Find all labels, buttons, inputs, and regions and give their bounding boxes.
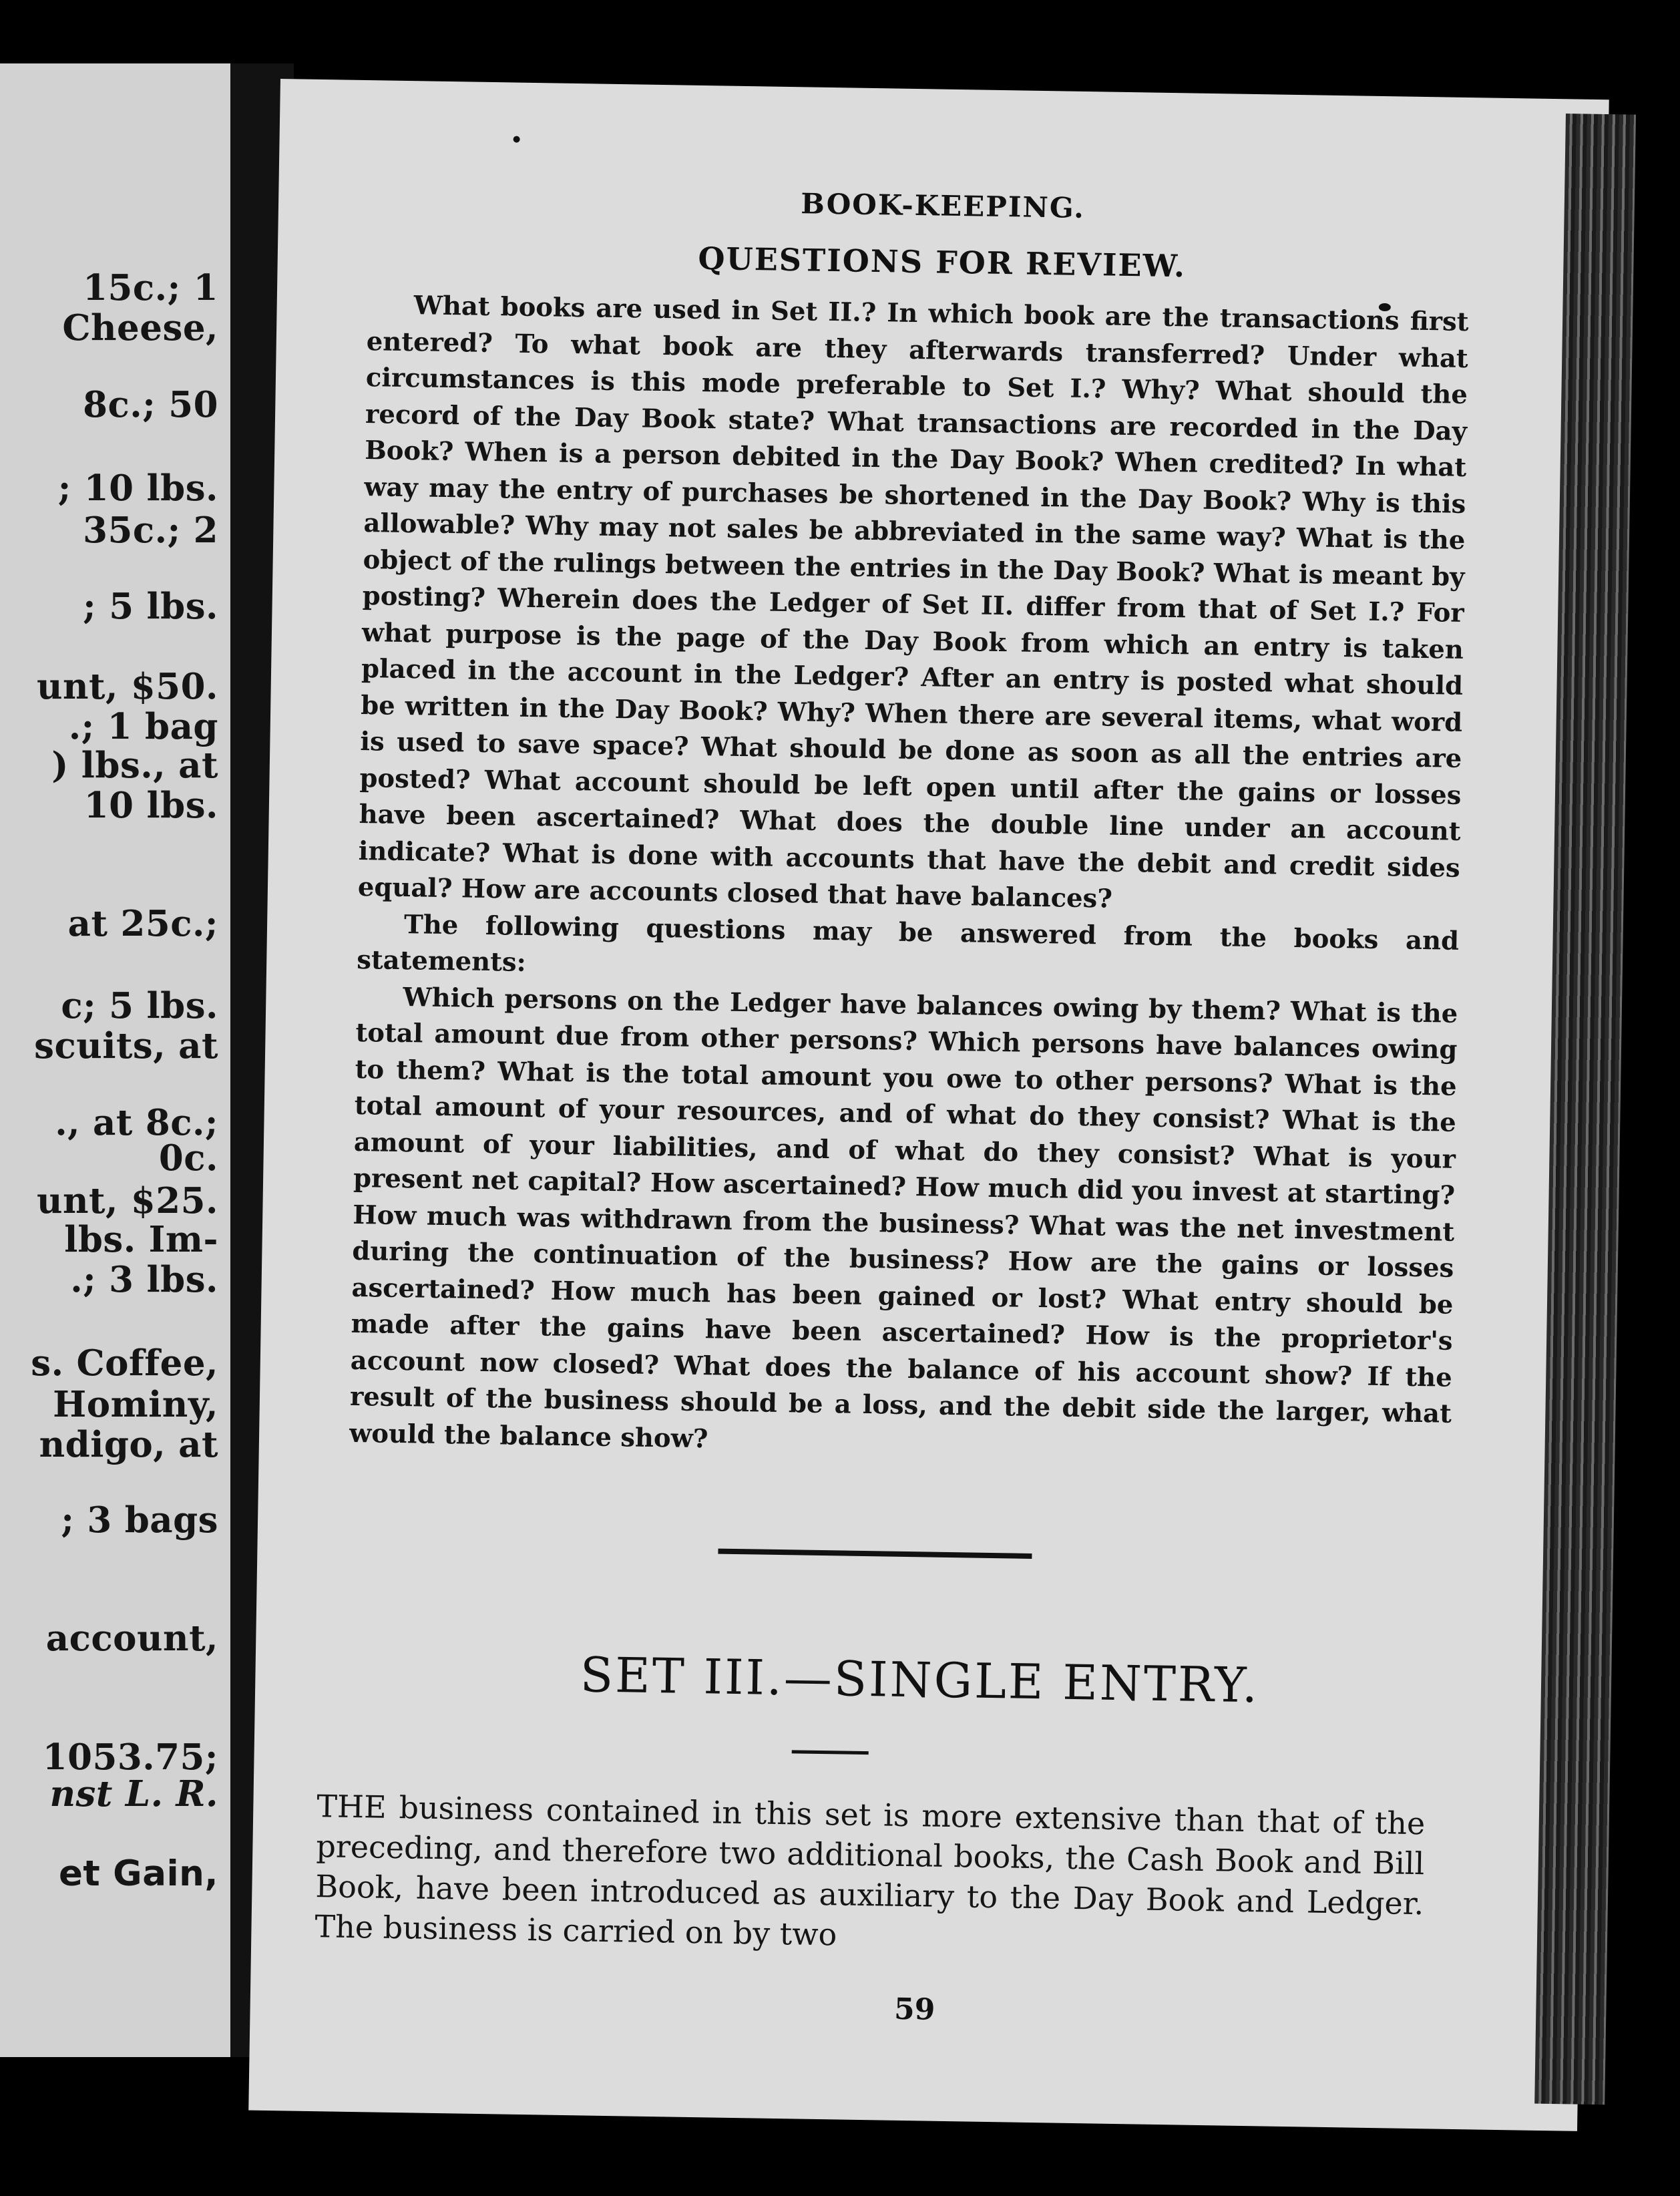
intro-paragraph: THE business contained in this set is more extensive than that of the preceding, and therefore two additional books, the Cash Book and Bill Book, have been introduced as auxiliary to the Day Book and Ledger. The business is carried on by two <box>314 1788 1426 1953</box>
left-page-line: Hominy, <box>53 1384 218 1425</box>
running-head: BOOK-KEEPING. <box>801 187 1086 224</box>
left-page-line: 35c.; 2 <box>83 510 218 551</box>
section-divider <box>718 1549 1032 1559</box>
left-page-line: c; 5 lbs. <box>61 985 218 1027</box>
left-page-line: .; 1 bag <box>68 706 218 747</box>
paragraph: Which persons on the Ledger have balances owing by them? What is the total amount due from other persons? Which persons have balances owing to them? What is the total amount you owe to other persons? What is the total amount of your resources, and of what do they consist? What is the amount of your liabilities, and of what do they consist? What is your present net capital? How ascertained? How much did you invest at starting? How much was withdrawn from the business? What was the net investment during the continuation of the business? How are the gains or losses ascertained? How much has been gained or lost? What entry should be made after the gains have been ascertained? How is the proprietor's account now closed? What does the balance of his account show? If the result of the business should be a loss, and the debit side the larger, what would the balance show? <box>349 982 1458 1454</box>
left-page-line: ) lbs., at <box>51 745 218 786</box>
left-page-line: lbs. Im- <box>64 1219 218 1260</box>
left-page-line: 0c. <box>158 1137 218 1179</box>
left-page-line: ; 5 lbs. <box>83 586 218 627</box>
paragraph: What books are used in Set II.? In which book are the transactions first entered? To what book are they afterwards transferred? Under what circumstances is this mode preferable to Set I.? Why? What should the record of the Day Book state? What transactions are recorded in the Day Book? When is a person debited in the Day Book? When credited? In what way may the entry of purchases be shortened in the Day Book? Why is this allowable? Why may not sales be abbreviated in the same way? What is the object of the rulings between the entries in the Day Book? What is meant by posting? Wherein does the Ledger of Set II. differ from that of Set I.? For what purpose is the page of the Day Book from which an entry is taken placed in the account in the Ledger? After an entry is posted what should be written in the Day Book? Why? When there are several items, what word is used to save space? What should be done as soon as all the entries are posted? What account should be left open until after the gains or losses have been ascertained? What does the double line under an account indicate? What is done with accounts that have the debit and credit sides equal? How are accounts closed that have balances? <box>357 291 1469 914</box>
right-page <box>248 79 1609 2131</box>
left-page-line: nst L. R. <box>49 1773 218 1815</box>
left-page-line: et Gain, <box>58 1853 218 1894</box>
paragraph: The following questions may be answered from the books and statements: <box>356 909 1460 978</box>
left-page-line: 10 lbs. <box>83 785 218 826</box>
left-page-line: ; 10 lbs. <box>57 468 218 509</box>
review-questions <box>349 287 1469 1469</box>
left-page-line: Cheese, <box>62 307 218 349</box>
left-page-line: ndigo, at <box>39 1424 218 1465</box>
page-number: 59 <box>893 1992 935 2027</box>
left-page-line: .; 3 lbs. <box>70 1259 218 1300</box>
left-page-fragment <box>0 63 230 2057</box>
left-page-line: 1053.75; <box>42 1736 218 1778</box>
left-page-line: 15c.; 1 <box>83 267 218 309</box>
left-page-line: unt, $50. <box>36 666 218 707</box>
ink-speck <box>513 136 520 142</box>
left-page-line: 8c.; 50 <box>83 384 218 425</box>
left-page-line: at 25c.; <box>67 903 218 944</box>
left-page-line: scuits, at <box>34 1025 218 1067</box>
left-page-line: ; 3 bags <box>61 1499 218 1541</box>
left-page-line: unt, $25. <box>36 1180 218 1222</box>
title-divider <box>792 1750 869 1755</box>
left-page-line: ., at 8c.; <box>55 1102 218 1143</box>
section-title: QUESTIONS FOR REVIEW. <box>698 240 1187 285</box>
left-page-line: account, <box>45 1618 218 1659</box>
set-title: SET III.—SINGLE ENTRY. <box>580 1646 1260 1714</box>
left-page-line: s. Coffee, <box>31 1342 218 1384</box>
